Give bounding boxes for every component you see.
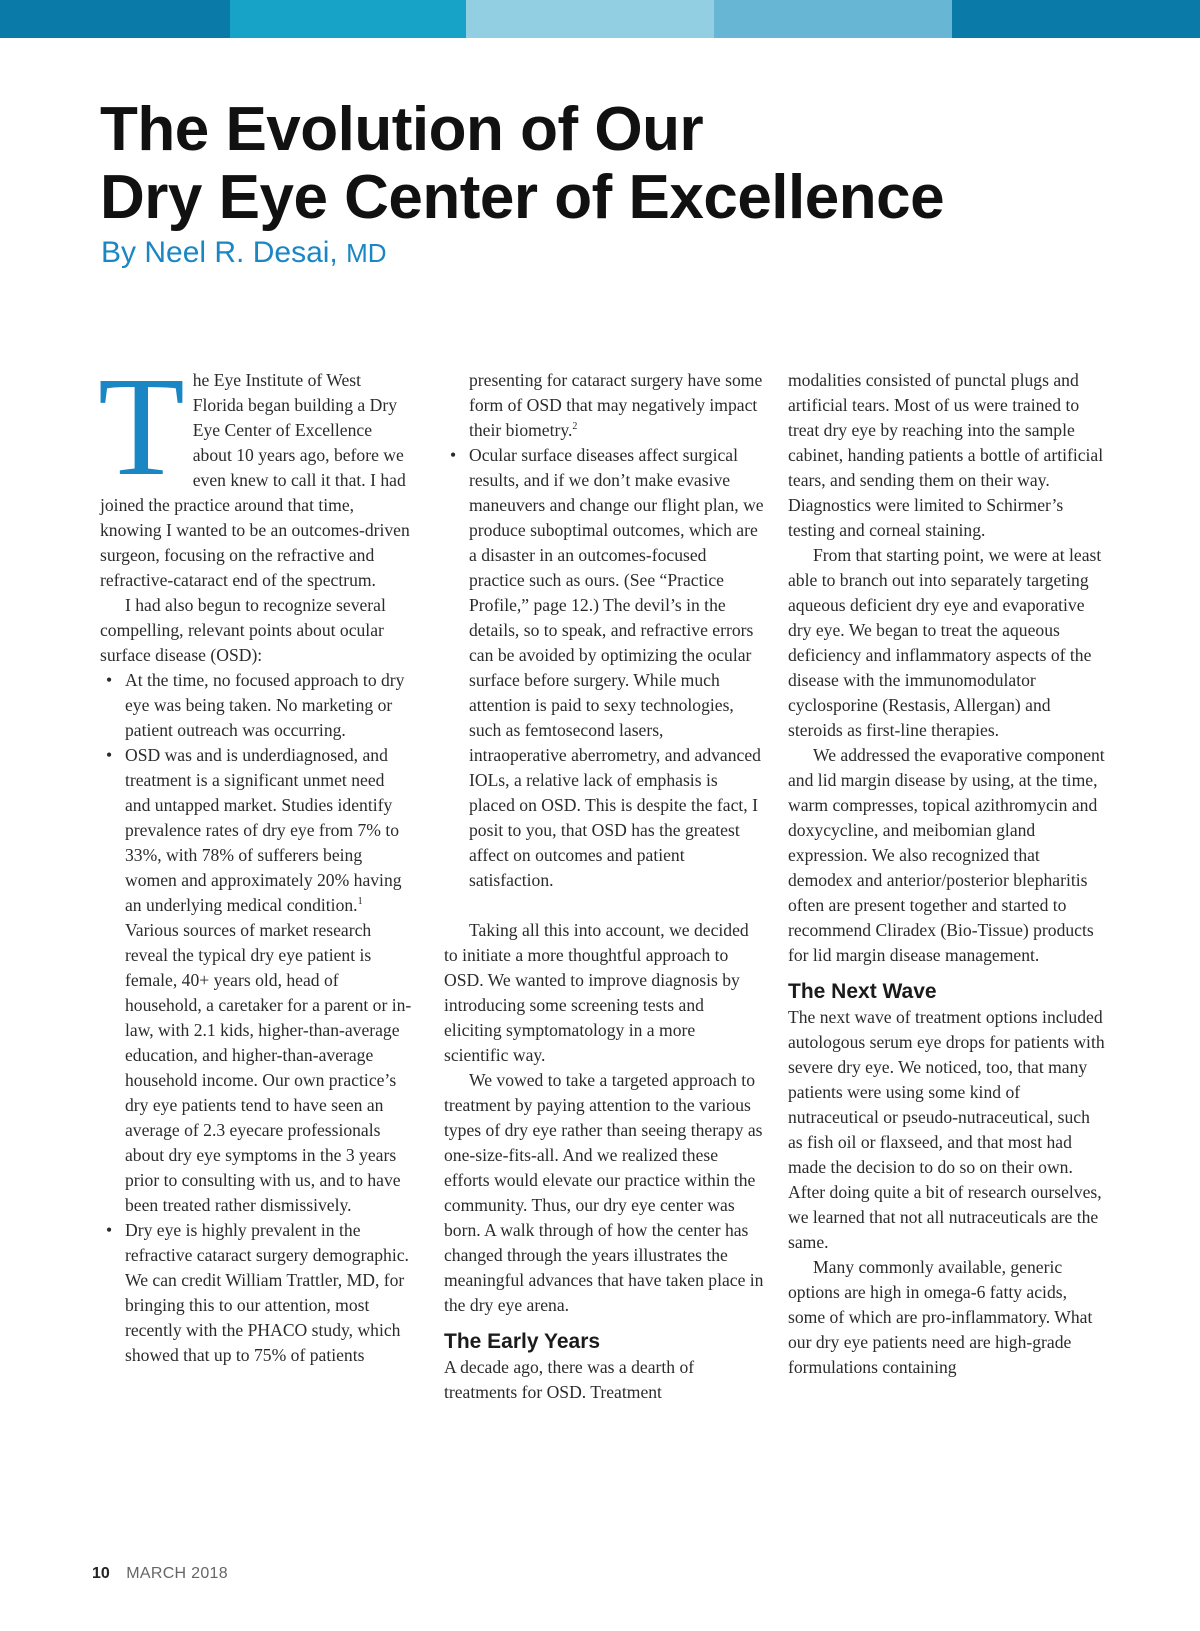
bullet-text: OSD was and is underdiagnosed, and treatment is a significant unmet need and untapped market. Studies identify prevalence rates of dry eye from 7% to 33%, with 78% of sufferers being women and approximately 20% having an underlying medical condition. [125,745,402,915]
color-bar-segment [714,0,952,38]
section-heading: The Next Wave [788,980,937,1003]
title-line-2: Dry Eye Center of Excellence [100,163,945,232]
byline [101,236,387,270]
page-number: 10 [92,1565,110,1582]
bullet-continuation [444,368,764,443]
bullet-item: • Dry eye is highly prevalent in the refractive cataract surgery demographic. We can credit William Trattler, MD, for bringing this to our attention, most recently with the PHACO study, which showed that up to 75% of patients [100,1218,412,1368]
color-bar-segment [466,0,714,38]
paragraph-intro [98,347,412,593]
paragraph: Taking all this into account, we decided to initiate a more thoughtful approach to OSD. We wanted to improve diagnosis by introducing some screening tests and eliciting symptomatology in a more scientific way. [444,920,749,1065]
bullet-item: • At the time, no focused approach to dry eye was being taken. No marketing or patient outreach was occurring. [100,668,412,743]
paragraph: modalities consisted of punctal plugs and artificial tears. Most of us were trained to treat dry eye by reaching into the sample cabinet, handing patients a bottle of artificial tears, and sending them on their way. Diagnostics were limited to Schirmer’s testing and corneal staining. [788,370,1104,540]
paragraph: A decade ago, there was a dearth of treatments for OSD. Treatment [444,1357,695,1402]
top-color-bar [0,0,1200,38]
color-bar-segment [0,0,230,38]
section-heading: The Early Years [444,1330,601,1353]
color-bar-segment [230,0,466,38]
footnote-ref: 2 [572,421,578,433]
bullet-text: Various sources of market research reveal the typical dry eye patient is female, 40+ years old, head of household, a caretaker for a parent or in-law, with 2.1 kids, higher-than-average education, and higher-than-average household income. Our own practice’s dry eye patients tend to have seen an average of 2.3 eyecare professionals about dry eye symptoms in the 3 years prior to consulting with us, and to have been treated rather dismissively. [125,920,412,1215]
bullet-item [100,743,412,1218]
column-1 [98,347,412,1368]
spacer [444,893,764,918]
paragraph: We vowed to take a targeted approach to treatment by paying attention to the various types of dry eye rather than seeing therapy as one-size-fits-all. And we realized these efforts would elevate our practice within the community. Thus, our dry eye center was born. A walk through of how the center has changed through the years illustrates the meaningful advances that have taken place in the dry eye arena. [444,1070,764,1315]
author-credential: MD [346,238,387,268]
title-line-1: The Evolution of Our [100,95,704,164]
issue-date: MARCH 2018 [126,1565,228,1582]
column-2 [444,368,764,1405]
author-name: By Neel R. Desai, [101,236,338,269]
article-title [100,96,1120,232]
drop-cap: T [98,347,185,505]
paragraph: I had also begun to recognize several compelling, relevant points about ocular surface disease (OSD): [100,595,386,665]
page-footer [92,1565,228,1583]
paragraph: From that starting point, we were at least able to branch out into separately targeting aqueous deficient dry eye and evaporative dry eye. We began to treat the aqueous deficiency and inflammatory aspects of the disease with the immunomodulator cyclosporine (Restasis, Allergan) and steroids as first-line therapies. [788,545,1102,740]
footnote-ref: 1 [357,896,363,908]
intro-text: he Eye Institute of West Florida began building a Dry Eye Center of Excellence about 10 years ago, before we even knew to call it that. I had joined the practice around that time, knowing I wanted to be an outcomes-driven surgeon, focusing on the refractive and refractive-cataract end of the spectrum. [100,370,410,590]
column-3 [788,368,1106,1380]
color-bar-segment [952,0,1200,38]
paragraph: We addressed the evaporative component and lid margin disease by using, at the time, warm compresses, topical azithromycin and doxycycline, and meibomian gland expression. We also recognized that demodex and anterior/posterior blepharitis often are present together and started to recommend Cliradex (Bio-Tissue) products for lid margin disease management. [788,745,1105,965]
paragraph: The next wave of treatment options included autologous serum eye drops for patients with severe dry eye. We noticed, too, that many patients were using some kind of nutraceutical or pseudo-nutraceutical, such as fish oil or flaxseed, and that most had made the decision to do so on their own. After doing quite a bit of research ourselves, we learned that not all nutraceuticals are the same. [788,1007,1105,1252]
paragraph: Many commonly available, generic options are high in omega-6 fatty acids, some of which are pro-inflammatory. What our dry eye patients need are high-grade formulations containing [788,1257,1093,1377]
bullet-item: • Ocular surface diseases affect surgical results, and if we don’t make evasive maneuvers and change our flight plan, we produce suboptimal outcomes, which are a disaster in an outcomes-focused practice such as ours. (See “Practice Profile,” page 12.) The devil’s in the details, so to speak, and refractive errors can be avoided by optimizing the ocular surface before surgery. While much attention is paid to sexy technologies, such as femtosecond lasers, intraoperative aberrometry, and advanced IOLs, a relative lack of emphasis is placed on OSD. This is despite the fact, I posit to you, that OSD has the greatest affect on outcomes and patient satisfaction. [444,443,764,893]
bullet-text: presenting for cataract surgery have some form of OSD that may negatively impact their biometry. [469,370,763,440]
